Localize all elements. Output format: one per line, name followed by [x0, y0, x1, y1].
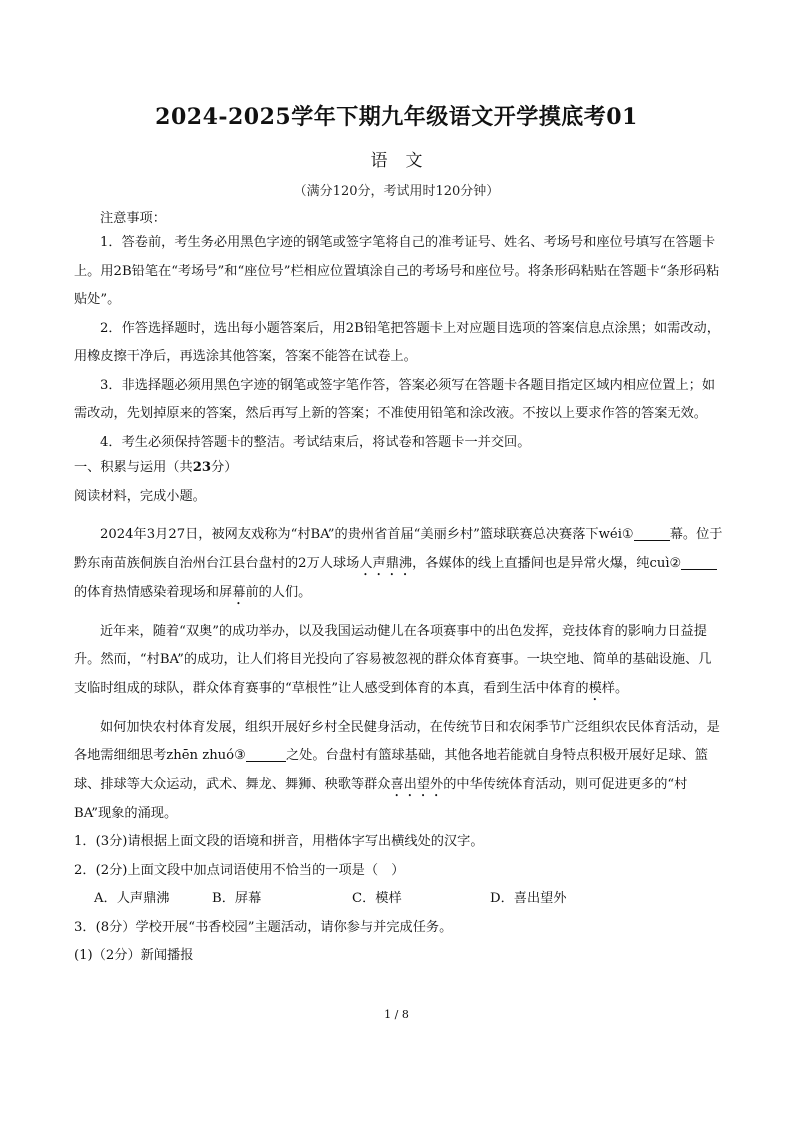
page-number: 1 / 8 [384, 1008, 409, 1021]
option-d[interactable]: D．喜出望外 [490, 891, 567, 906]
notice-item: 4．考生必须保持答题卡的整洁。考试结束后，将试卷和答题卡一并交回。 [100, 434, 531, 450]
question-2-options [74, 885, 724, 914]
question-1: 1．(3分)请根据上面文段的语境和拼音，用楷体字写出横线处的汉字。 [74, 834, 484, 849]
notice-item: 2．作答选择题时，选出每小题答案后，用2B铅笔把答题卡上对应题目选项的答案信息点涂黑；如需改动，用橡皮擦干净后，再选涂其他答案，答案不能答在试卷上。 [74, 320, 720, 364]
question-3-1: (1)（2分）新闻播报 [74, 948, 194, 963]
emphasis-word: 喜出望外 [390, 776, 444, 792]
emphasis-word: 人声鼎沸 [359, 555, 413, 571]
question-3: 3．(8分）学校开展“书香校园”主题活动，请你参与并完成任务。 [74, 919, 453, 935]
answer-blank-3[interactable] [246, 745, 286, 762]
answer-blank-2[interactable] [681, 553, 717, 570]
notice-heading: 注意事项： [100, 211, 166, 226]
subject-label: 语文 [370, 151, 441, 171]
emphasis-word: 幕 [232, 584, 246, 600]
section-title: 一、积累与运用（共23分） [74, 460, 238, 475]
exam-title: 2024-2025学年下期九年级语文开学摸底考01 [155, 104, 638, 130]
reading-lead: 阅读材料，完成小题。 [74, 488, 206, 504]
option-a[interactable]: A．人声鼎沸 [94, 891, 170, 906]
section-score: 23 [192, 460, 212, 475]
passage-paragraph-1: 2024年3月27日，被网友戏称为“村BA”的贵州省首届“美丽乡村”篮球联赛总决赛落下wéi① 幕。位于黔东南苗族侗族自治州台江县台盘村的2万人球场人声鼎沸，各媒体的线上直播间也是异常火爆，纯cuì②的体育热情感染着现场和屏幕前的人们。 [74, 521, 724, 608]
passage-paragraph-2: 近年来，随着“双奥”的成功举办，以及我国运动健儿在各项赛事中的出色发挥，竞技体育的影响力日益提升。然而，“村BA”的成功，让人们将目光投向了容易被忽视的群众体育赛事。一块空地、简单的基础设施、几支临时组成的球队，群众体育赛事的“草根性”让人感受到体育的本真，看到生活中体育的模样。 [74, 623, 712, 696]
notice-list [74, 229, 724, 457]
option-b[interactable]: B．屏幕 [212, 891, 262, 906]
question-2: 2．(2分)上面文段中加点词语使用不恰当的一项是（ ） [74, 862, 405, 878]
exam-meta: （满分120分，考试用时120分钟） [293, 184, 500, 199]
option-c[interactable]: C．模样 [352, 891, 402, 906]
section-one [74, 454, 724, 971]
notice-item: 3．非选择题必须用黑色字迹的钢笔或签字笔作答，答案必须写在答题卡各题目指定区域内相应位置上；如需改动，先划掉原来的答案，然后再写上新的答案；不准使用铅笔和涂改液。不按以上要求作答的答案无效。 [74, 377, 716, 421]
answer-blank-1[interactable] [634, 524, 670, 541]
notice-item: 1．答卷前，考生务必用黑色字迹的钢笔或签字笔将自己的准考证号、姓名、考场号和座位号填写在答题卡上。用2B铅笔在“考场号”和“座位号”栏相应位置填涂自己的考场号和座位号。将条形码粘贴在答题卡“条形码粘贴处”。 [74, 235, 720, 307]
passage-paragraph-3: 如何加快农村体育发展，组织开展好乡村全民健身活动，在传统节日和农闲季节广泛组织农民体育活动，是各地需细细思考zhēn zhuó③ 之处。台盘村有篮球基础，其他各地若能就自身特点积极开展好足球、篮球、排球等大众运动，武术、舞龙、舞狮、秧歌等群众喜出望外的中华传统体育活动，则可促进更多的“村BA”现象的涌现。 [74, 719, 720, 821]
emphasis-word: 模 [588, 680, 602, 696]
